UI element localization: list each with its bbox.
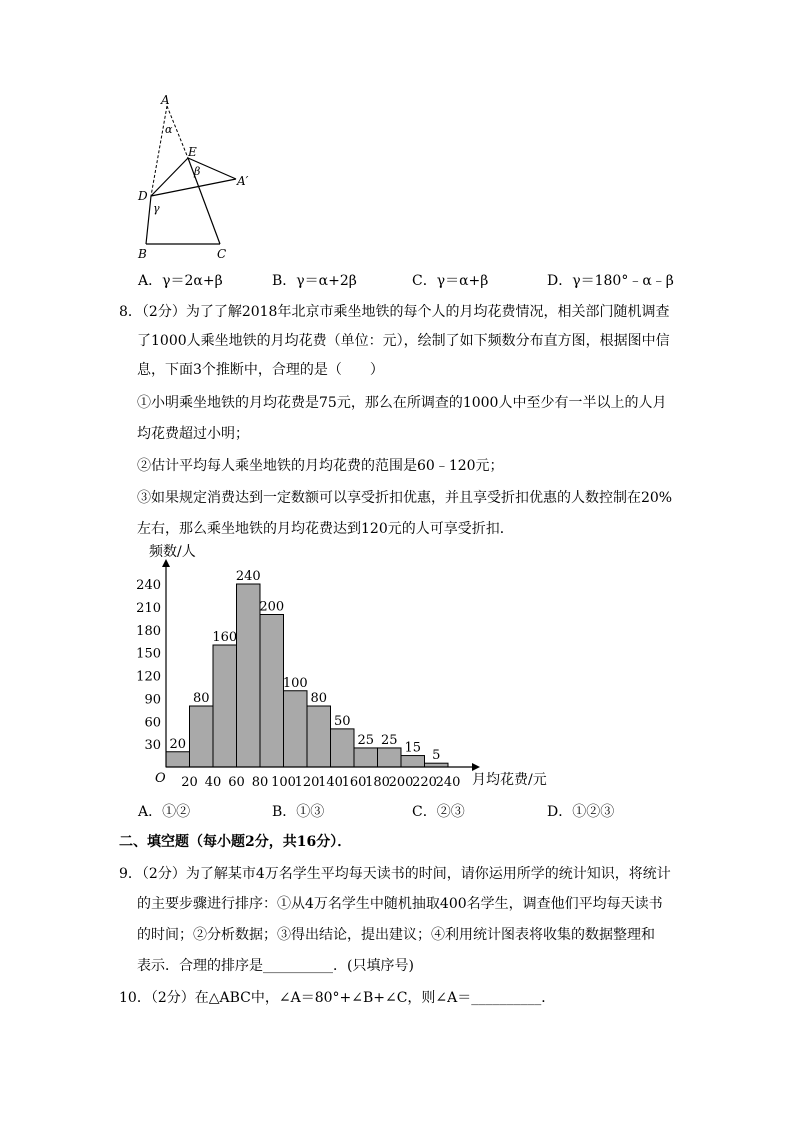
y-tick-label: 30	[144, 738, 161, 754]
x-tick-label: 160	[341, 775, 367, 790]
label-A-prime: A′	[237, 174, 249, 188]
y-tick-label: 120	[136, 669, 161, 685]
histogram-bar	[237, 584, 261, 767]
bar-value-label: 25	[357, 732, 375, 748]
q8-option-b: B．①③	[272, 804, 325, 820]
bar-value-label: 5	[432, 748, 441, 764]
q10-answer-blank[interactable]: __________	[471, 990, 542, 1006]
x-axis-label: 月均花费/元	[472, 772, 547, 788]
bar-value-label: 240	[235, 569, 261, 584]
geometry-figure	[120, 90, 280, 265]
q8-statement-3b: 左右，那么乘坐地铁的月均花费达到120元的人可享受折扣．	[137, 521, 514, 537]
bar-value-label: 100	[282, 675, 308, 691]
bar-value-label: 80	[310, 691, 328, 706]
histogram-bar	[401, 756, 425, 767]
q8-option-d: D．①②③	[547, 804, 615, 820]
histogram-chart	[110, 538, 570, 793]
q10-text: 10．（2分）在△ABC中，∠A＝80°+∠B+∠C，则∠A＝	[119, 990, 472, 1006]
origin-label: O	[155, 771, 166, 786]
segment-A-prime-D	[151, 179, 236, 196]
q8-line-3: 息，下面3个推断中，合理的是（ ）	[137, 362, 384, 378]
q10-suffix: ．	[541, 990, 556, 1006]
histogram-bar	[190, 706, 214, 767]
label-D: D	[138, 189, 148, 203]
x-tick-label: 220	[412, 775, 437, 790]
x-tick-label: 240	[435, 775, 461, 790]
label-beta: β	[194, 165, 201, 178]
histogram-bar	[378, 748, 402, 767]
bar-value-label: 200	[259, 599, 285, 615]
bar-value-label: 50	[333, 713, 351, 729]
label-E: E	[188, 145, 197, 159]
label-gamma: γ	[153, 202, 160, 215]
bar-value-label: 15	[404, 740, 422, 756]
y-tick-label: 90	[144, 692, 161, 708]
q7-option-d: D．γ＝180°﹣α﹣β	[547, 273, 674, 289]
bar-value-label: 80	[192, 691, 210, 706]
y-tick-label: 210	[136, 600, 161, 616]
x-tick-label: 120	[294, 775, 320, 790]
x-tick-label: 200	[388, 775, 414, 790]
q8-line-2: 了1000人乘坐地铁的月均花费（单位：元），绘制了如下频数分布直方图，根据图中信	[137, 333, 670, 349]
label-C: C	[217, 247, 227, 261]
q9-line-2: 的主要步骤进行排序：①从4万名学生中随机抽取400名学生，调查他们平均每天读书	[137, 896, 663, 912]
histogram-bar	[166, 752, 190, 767]
label-A: A	[161, 93, 170, 107]
histogram-bar	[284, 691, 308, 767]
y-tick-label: 180	[136, 623, 161, 639]
q9-line-3: 的时间；②分析数据；③得出结论，提出建议；④利用统计图表将收集的数据整理和	[137, 927, 655, 943]
x-tick-label: 100	[271, 775, 296, 790]
y-axis-arrow	[162, 559, 170, 567]
q8-line-1: 8．（2分）为了了解2018年北京市乘坐地铁的每个人的月均花费情况，相关部门随机调查	[119, 304, 670, 320]
q8-statement-1a: ①小明乘坐地铁的月均花费是75元，那么在所调查的1000人中至少有一半以上的人月	[137, 395, 667, 411]
histogram-bar	[331, 729, 355, 767]
q8-statement-1b: 均花费超过小明；	[137, 426, 249, 442]
histogram-bar	[307, 706, 331, 767]
x-tick-label: 40	[204, 775, 222, 790]
x-tick-label: 20	[181, 775, 198, 790]
q9-line-4	[137, 956, 414, 976]
bar-value-label: 20	[169, 736, 187, 752]
q9-line-4-suffix: ．(只填序号)	[333, 958, 414, 974]
x-tick-label: 60	[228, 775, 245, 790]
label-B: B	[138, 247, 147, 261]
bar-value-label: 160	[212, 630, 238, 645]
q9-answer-blank[interactable]: __________	[263, 958, 333, 974]
x-tick-label: 180	[365, 775, 390, 790]
segment-DB	[146, 196, 151, 244]
y-tick-label: 150	[136, 646, 161, 662]
x-tick-label: 140	[318, 775, 343, 790]
section-2-title: 二、填空题（每小题2分，共16分）．	[119, 834, 352, 850]
q8-statement-2: ②估计平均每人乘坐地铁的月均花费的范围是60﹣120元；	[137, 458, 504, 474]
histogram-bar	[213, 645, 237, 767]
q8-statement-3a: ③如果规定消费达到一定数额可以享受折扣优惠，并且享受折扣优惠的人数控制在20%	[137, 490, 673, 506]
x-axis-arrow	[472, 763, 480, 771]
q7-option-a: A．γ＝2α+β	[138, 273, 223, 289]
q8-option-a: A．①②	[138, 804, 191, 820]
q7-option-b: B．γ＝α+2β	[272, 273, 357, 289]
q9-line-4-text: 表示．合理的排序是	[137, 958, 263, 974]
q7-option-c: C．γ＝α+β	[412, 273, 489, 289]
x-tick-label: 80	[251, 775, 269, 790]
histogram-bar	[260, 615, 284, 768]
label-alpha: α	[165, 123, 173, 136]
q10-line	[119, 988, 555, 1008]
y-axis-label: 频数/人	[149, 544, 196, 560]
histogram-bar	[354, 748, 378, 767]
q8-option-c: C．②③	[412, 804, 465, 820]
y-tick-label: 60	[144, 715, 161, 731]
segment-CE	[188, 158, 220, 244]
y-tick-label: 240	[136, 578, 161, 593]
bar-value-label: 25	[380, 732, 398, 748]
q9-line-1: 9．（2分）为了解某市4万名学生平均每天读书的时间，请你运用所学的统计知识，将统计	[119, 866, 671, 882]
